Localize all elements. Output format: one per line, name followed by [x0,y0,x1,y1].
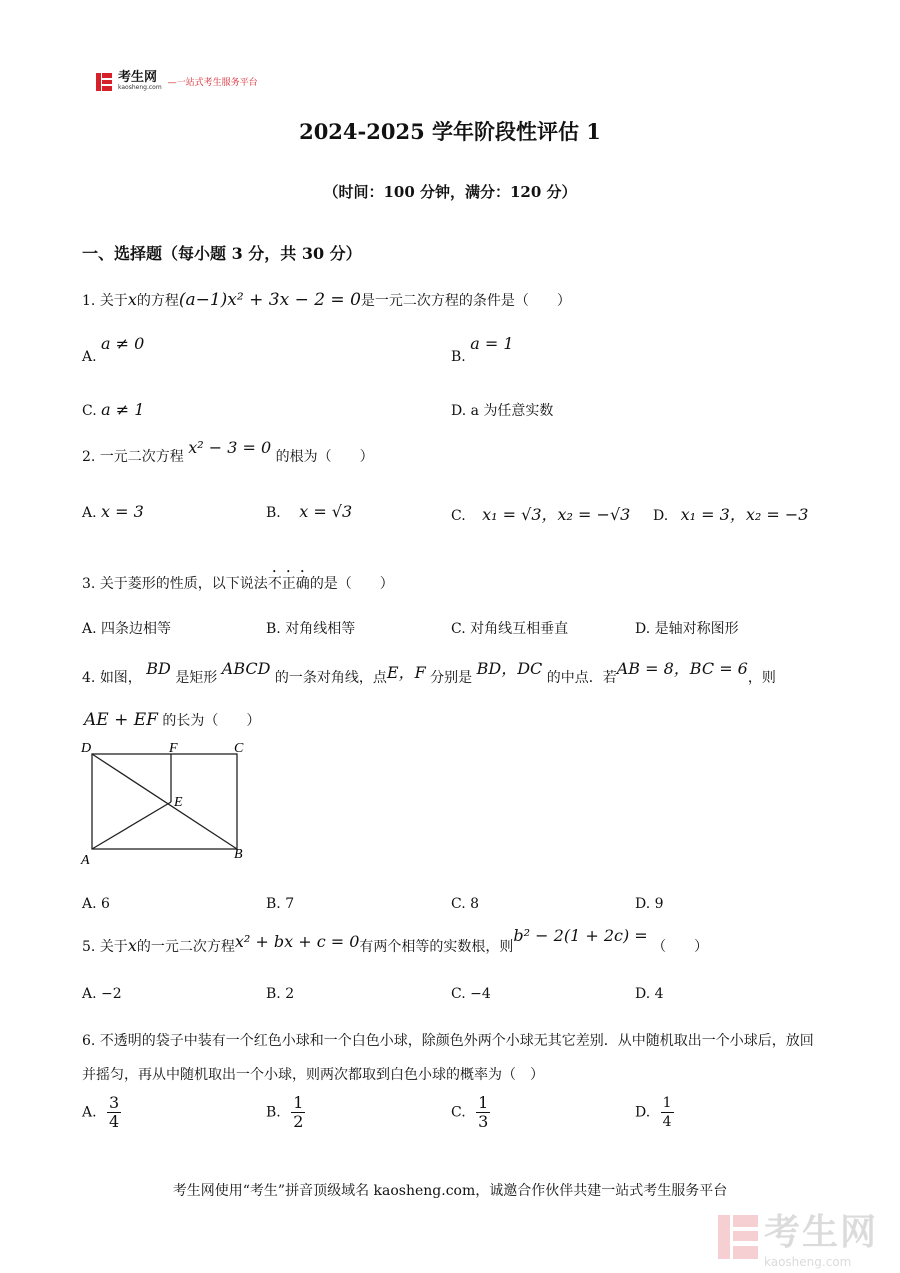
label-a: A [81,853,90,866]
logo-text: 考生网 [118,70,158,85]
question-3: 3. 关于菱形的性质，以下说法不正确的是（ ） [82,576,394,592]
q6-option-c[interactable]: C. $\frac{1}{3}$ [451,1093,489,1131]
segment-ae [92,802,171,849]
q4-option-d[interactable]: D. 9 [635,896,664,912]
q6-option-b[interactable]: B. $\frac{1}{2}$ [266,1093,304,1131]
logo-domain: kaosheng.com [118,84,162,91]
q1-option-c[interactable]: C. a ≠ 1 [82,400,145,419]
emphasis-text: 不正确 [267,576,310,592]
q2-option-c[interactable]: C. x₁ = √3，x₂ = −√3 [451,505,631,524]
footer-text: 考生网使用“考生”拼音顶级域名 kaosheng.com，诚邀合作伙伴共建一站式考生服务平台 [172,1183,728,1199]
slogan: —一站式考生服务平台 [167,78,258,88]
q2-option-a[interactable]: A. x = 3 [82,502,144,521]
q4-option-a[interactable]: A. 6 [82,896,110,912]
label-f: F [169,741,178,756]
logo-icon [96,73,112,91]
q2-equation: x² − 3 = 0 [188,438,272,457]
label-d: D [81,741,92,756]
q6-option-a[interactable]: A. $\frac{3}{4}$ [82,1093,120,1131]
q3-option-d[interactable]: D. 是轴对称图形 [635,621,739,637]
q5-equation: x² + bx + c = 0 [234,932,360,951]
q5-option-d[interactable]: D. 4 [635,986,664,1002]
brand-logo [96,72,258,91]
q6-option-d[interactable]: D. $\frac{1}{4}$ [635,1095,672,1130]
q3-option-a[interactable]: A. 四条边相等 [82,621,172,637]
watermark-logo-icon [718,1215,758,1259]
q1-option-b[interactable]: B. a = 1 [451,334,514,365]
question-6: 6. 不透明的袋子中装有一个红色小球和一个白色小球，除颜色外两个小球无其它差别．从中随机取出一个小球后，放回并摇匀，再从中随机取出一个小球，则两次都取到白色小球的概率为（ ） [82,1033,814,1083]
q2-option-d[interactable]: D. x₁ = 3，x₂ = −3 [653,505,809,524]
q2-option-b[interactable]: B. x = √3 [266,502,353,521]
q5-option-b[interactable]: B. 2 [266,986,295,1002]
q5-option-a[interactable]: A. −2 [82,986,122,1002]
q5-expression: b² − 2(1 + 2c) = [513,926,648,945]
q5-option-c[interactable]: C. −4 [451,986,491,1002]
q3-option-b[interactable]: B. 对角线相等 [266,621,356,637]
q1-option-a[interactable]: A. a ≠ 0 [82,334,145,365]
q4-option-c[interactable]: C. 8 [451,896,480,912]
q3-option-c[interactable]: C. 对角线互相垂直 [451,621,569,637]
q1-option-d[interactable]: D. a 为任意实数 [451,403,554,419]
question-5: 5. 关于x的一元二次方程x² + bx + c = 0有两个相等的实数根，则b² − 2(1 + 2c) = （ ） [82,926,709,955]
q4-option-b[interactable]: B. 7 [266,896,295,912]
label-b: B [234,847,243,862]
exam-info: （时间：100 分钟，满分：120 分） [323,183,577,201]
question-4-cont: AE + EF 的长为（ ） [84,710,261,730]
diagonal-bd [92,754,237,849]
section-heading: 一、选择题（每小题 3 分，共 30 分） [82,244,362,263]
question-1: 1. 关于x的方程(a−1)x² + 3x − 2 = 0是一元二次方程的条件是（ ） [82,290,571,310]
label-e: E [174,795,183,810]
question-2: 2. 一元二次方程 x² − 3 = 0 的根为（ ） [82,438,374,465]
page-title: 2024-2025 学年阶段性评估 1 [299,119,601,144]
rectangle-figure [76,736,256,866]
watermark: 考生网 kaosheng.com [718,1204,878,1269]
label-c: C [234,741,244,756]
question-4: 4. 如图， BD 是矩形 ABCD 的一条对角线，点E，F 分别是 BD，DC 的中点．若AB = 8，BC = 6，则 [82,659,776,686]
q1-equation: (a−1)x² + 3x − 2 = 0 [178,290,361,310]
